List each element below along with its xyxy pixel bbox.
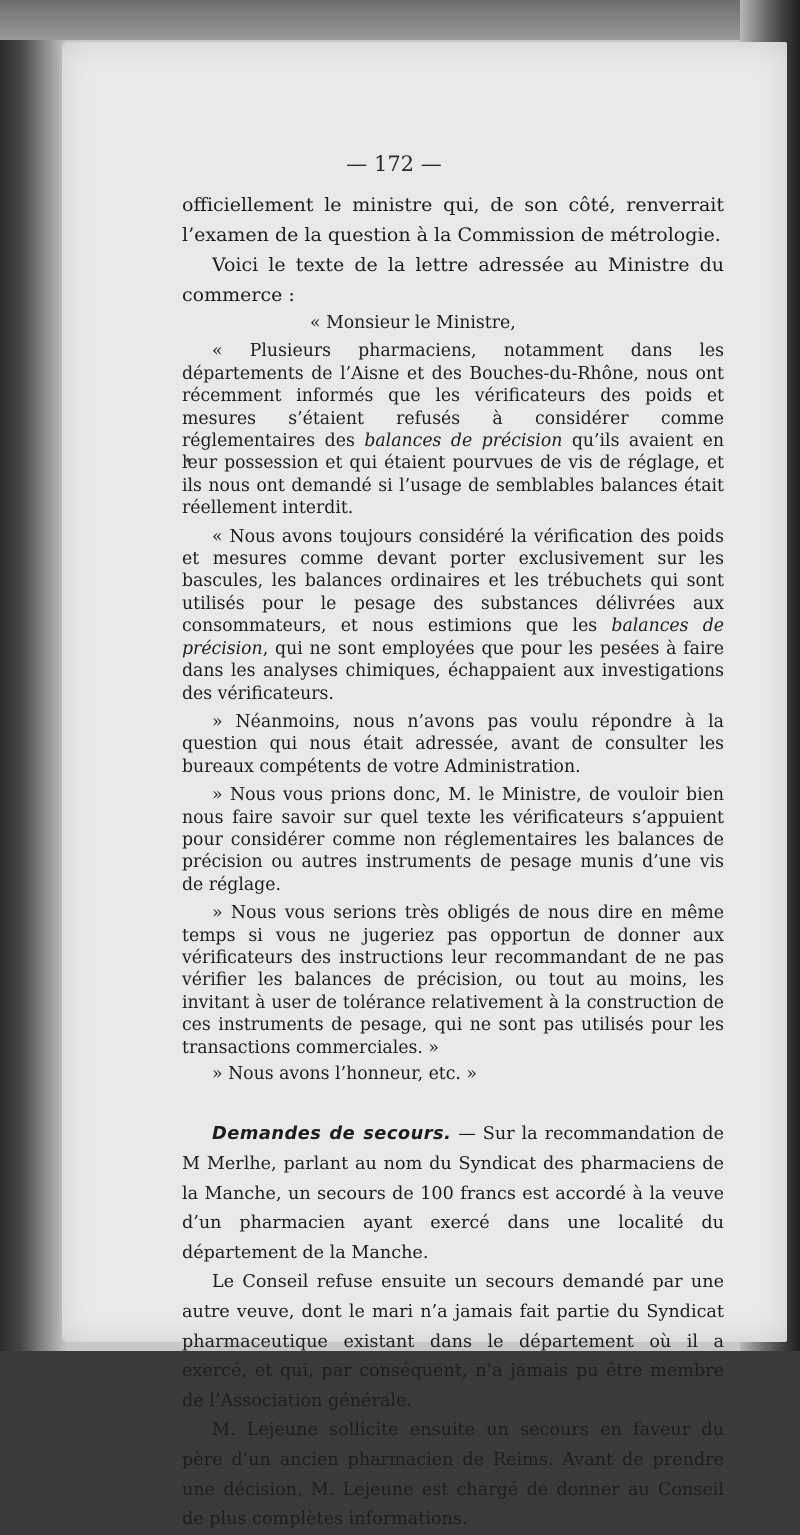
letter-italic-term: balances de précision — [364, 431, 563, 452]
section-title: Demandes de secours. — [212, 1123, 452, 1145]
page-number: — 172 — — [346, 152, 442, 176]
section-text: — Sur la recommandation de M Merlhe, parlant au nom du Syndicat des pharmaciens de la Manche, un secours de 100 francs est accordé à la veuve d’un pharmacien ayant exercé dans une localité du département de la Manche. — [182, 1124, 724, 1263]
letter-paragraph — [182, 526, 724, 705]
letter-italic-term: balances de précision — [182, 616, 724, 659]
section-demandes-de-secours — [182, 1119, 724, 1534]
intro-paragraph-letter-lead: Voici le texte de la lettre adressée au Ministre du commerce : — [182, 254, 724, 306]
letter-text: « Plusieurs pharmaciens, notamment dans les départements de l’Aisne et des Bouches-du-Rhône, nous ont récemment informés que les vérificateurs des poids et mesures s’étaient refusés à considérer comme réglementaires des — [182, 341, 724, 452]
letter-paragraph: » Nous vous prions donc, M. le Ministre, de vouloir bien nous faire savoir sur quel texte les vérificateurs s’appuient pour considérer comme non réglementaires les balances de précision ou autres instruments de pesage munis d’une vis de réglage. — [182, 785, 724, 895]
letter-paragraph: » Néanmoins, nous n’avons pas voulu répondre à la question qui nous était adressée, avant de consulter les bureaux compétents de votre Administration. — [182, 711, 724, 777]
section-paragraph: Le Conseil refuse ensuite un secours demandé par une autre veuve, dont le mari n’a jamais fait partie du Syndicat pharmaceutique existant dans le département où il a exercé, et qui, par conséquent, n’a jamais pu être membre de l’Association générale. — [182, 1272, 724, 1411]
scan-top-background — [0, 0, 800, 40]
section-paragraph: M. Lejeune sollicite ensuite un secours en faveur du père d’un ancien pharmacien de Reims. Avant de prendre une décision, M. Lejeune est chargé de donner au Conseil de plus complètes informations. — [182, 1420, 724, 1530]
letter-text: « Nous avons toujours considéré la vérification des poids et mesures comme devant porter exclusivement sur les bascules, les balances ordinaires et les trébuchets qui sont utilisés pour le pesage des substances délivrées aux consommateurs, et nous estimions que les — [182, 526, 724, 637]
letter-text: , qui ne sont employées que pour les pesées à faire dans les analyses chimiques, échappaient aux investigations des vérificateurs. — [182, 638, 724, 704]
page-body — [182, 190, 724, 1535]
letter-salutation: « Monsieur le Ministre, — [310, 313, 516, 333]
section-paragraph — [182, 1119, 724, 1268]
quoted-letter — [182, 312, 724, 1085]
letter-closing: » Nous avons l’honneur, etc. » — [212, 1064, 477, 1084]
letter-text: qu’ils avaient en leur possession et qui étaient pourvues de vis de réglage, et ils nous ont demandé si l’usage de semblables balances était réellement interdit. — [182, 431, 724, 519]
book-page — [62, 42, 787, 1530]
letter-paragraph — [182, 340, 724, 519]
intro-paragraph-continued: officiellement le ministre qui, de son côté, renverrait l’examen de la question à la Commission de métrologie. — [182, 194, 724, 246]
letter-paragraph: » Nous vous serions très obligés de nous dire en même temps si vous ne jugeriez pas opportun de donner aux vérificateurs des instructions leur recommandant de ne pas vérifier les balances de précision, ou tout au moins, les invitant à user de tolérance relativement à la construction de ces instruments de pesage, qui ne sont pas utilisés pour les transactions commerciales. » — [182, 903, 724, 1058]
